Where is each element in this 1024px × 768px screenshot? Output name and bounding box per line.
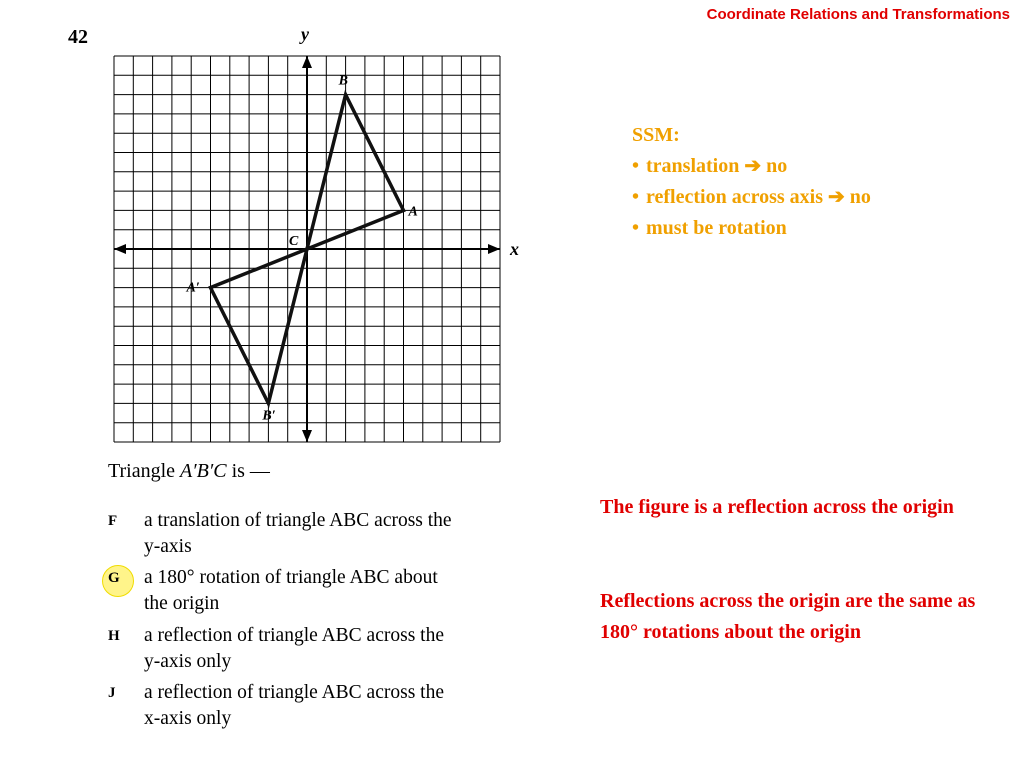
- choice-letter: H: [108, 628, 120, 644]
- point-label: A′: [186, 280, 200, 296]
- y-axis-arrow-down: [302, 430, 312, 442]
- choice-line1: a reflection of triangle ABC across the: [144, 682, 444, 703]
- prompt-post: is —: [226, 460, 270, 482]
- ssm-item: • must be rotation: [632, 217, 787, 239]
- note-rotation: Reflections across the origin are the same as 180° rotations about the origin: [600, 590, 976, 643]
- point-label: B: [338, 73, 348, 89]
- prompt-triangle: A′B′C: [180, 460, 227, 482]
- choice-line1: a translation of triangle ABC across the: [144, 510, 452, 531]
- choice-line1: a reflection of triangle ABC across the: [144, 625, 444, 646]
- x-axis-arrow-left: [114, 244, 126, 254]
- choice-line2: y-axis only: [144, 651, 232, 672]
- ssm-heading: SSM:: [632, 124, 680, 146]
- question-number: 42: [68, 26, 88, 48]
- x-axis-arrow-right: [488, 244, 500, 254]
- choice-line2: x-axis only: [144, 708, 232, 729]
- axes: [114, 24, 519, 442]
- point-label: A: [408, 204, 418, 220]
- ssm-box: [632, 120, 871, 244]
- y-axis-label: y: [301, 24, 309, 44]
- ssm-item: • translation ➔ no: [632, 155, 788, 177]
- page-title: Coordinate Relations and Transformations: [706, 6, 1010, 23]
- prompt-pre: Triangle: [108, 460, 181, 482]
- choice-line1: a 180° rotation of triangle ABC about: [144, 567, 438, 588]
- x-axis-label: x: [510, 239, 519, 259]
- point-label: B′: [262, 408, 276, 424]
- ssm-item: • reflection across axis ➔ no: [632, 186, 871, 208]
- choice-letter: J: [108, 685, 116, 701]
- note-reflection: The figure is a reflection across the origin: [600, 496, 954, 518]
- question-prompt: [108, 460, 270, 483]
- point-label: C: [289, 234, 299, 249]
- choice-line2: y-axis: [144, 536, 192, 557]
- choice-line2: the origin: [144, 593, 220, 614]
- choice-letter: G: [108, 570, 120, 586]
- y-axis-arrow-up: [302, 56, 312, 68]
- choice-letter: F: [108, 513, 118, 529]
